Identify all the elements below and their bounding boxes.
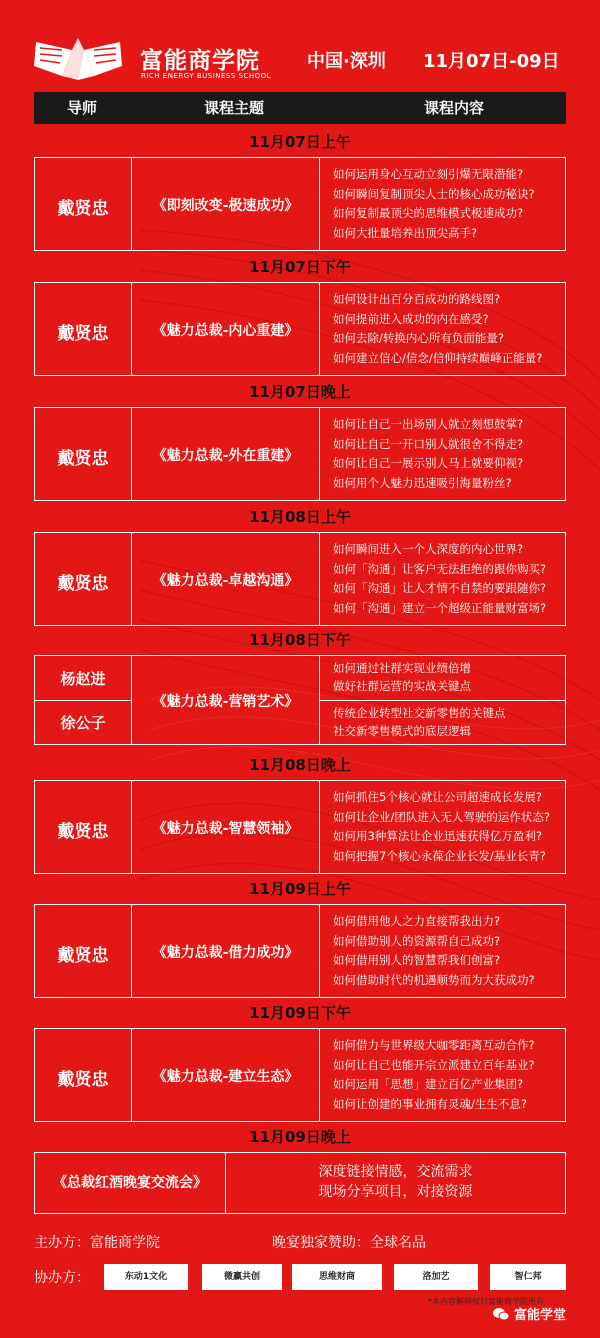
copyright-note: *本内容解释权归富能商学院所有 <box>428 1297 544 1306</box>
content-item: 如何让企业/团队进入无人驾驶的运作状态? <box>333 809 550 824</box>
wechat-account-name: 富能学堂 <box>514 1308 567 1323</box>
content-item: 如何瞬间复制顶尖人士的核心成功秘诀? <box>333 186 535 201</box>
session-title: 11月07日下午 <box>249 258 351 276</box>
session-block <box>34 750 566 874</box>
host-organizer: 主办方：富能商学院 <box>34 1235 160 1251</box>
content-item: 如何让创建的事业拥有灵魂/生生不息? <box>333 1096 527 1111</box>
banquet-sponsor: 晚宴独家赞助：全球名品 <box>272 1235 426 1251</box>
content-item: 如何让自己也能开宗立派建立百年基业? <box>333 1057 535 1072</box>
co-organizer-logo: 思维财商 <box>292 1264 382 1290</box>
session-block <box>34 1122 566 1214</box>
event-dates: 11月07日-09日 <box>423 51 560 72</box>
course-content-list <box>226 1162 565 1202</box>
content-item: 传统企业转型社交新零售的关键点 <box>333 706 506 720</box>
content-item: 如何借用他人之力直接帮我出力? <box>333 914 501 928</box>
session-title: 11月09日晚上 <box>249 1128 351 1146</box>
course-content-list <box>333 415 523 493</box>
column-header-course: 课程主题 <box>203 99 264 117</box>
teacher-name: 杨赵进 <box>60 670 106 688</box>
session-table <box>34 282 566 376</box>
teacher-name: 徐公子 <box>60 714 106 732</box>
content-item: 如何通过社群实现业绩倍增 <box>333 661 471 675</box>
content-item: 如何建立信心/信念/信仰持续巅峰正能量? <box>333 350 543 365</box>
content-item: 做好社群运营的实战关键点 <box>333 679 471 693</box>
header <box>0 0 600 92</box>
co-organizer-logo: 东动1文化 <box>104 1264 188 1290</box>
content-item: 如何让自己一展示别人马上就要仰视? <box>333 456 524 470</box>
course-content-list <box>333 912 535 990</box>
session-block <box>34 127 566 251</box>
session-block <box>34 874 566 998</box>
content-item: 如何大批量培养出顶尖高手? <box>333 225 478 240</box>
co-organizer-logo: 智仁邦 <box>490 1264 566 1290</box>
session-title: 11月08日晚上 <box>249 756 351 774</box>
co-organizer-logo: 洛加艺 <box>394 1264 478 1290</box>
co-organizer-label: 协办方： <box>34 1270 90 1286</box>
column-header-content: 课程内容 <box>423 99 484 117</box>
course-topic: 《魅力总裁-建立生态》 <box>152 1069 299 1085</box>
course-content-list <box>333 290 542 368</box>
session-table <box>34 157 566 251</box>
content-item: 如何把握7个核心永葆企业长发/基业长青? <box>333 848 546 863</box>
session-title: 11月07日上午 <box>249 133 351 151</box>
course-content-list <box>333 704 506 740</box>
content-item: 如何「沟通」让客户无法拒绝的跟你购买? <box>333 561 547 576</box>
wechat-account <box>492 1304 566 1323</box>
wechat-icon <box>492 1307 510 1321</box>
course-topic: 《魅力总裁-外在重建》 <box>152 448 299 464</box>
course-content-list <box>333 1036 535 1114</box>
content-item: 如何设计出百分百成功的路线图? <box>333 292 501 306</box>
content-item: 如何复制最顶尖的思维模式极速成功? <box>333 206 524 220</box>
course-content-list <box>333 540 546 618</box>
teacher-name: 戴贤忠 <box>57 449 109 469</box>
session-table <box>34 407 566 501</box>
teacher-name: 戴贤忠 <box>57 822 109 842</box>
session-block <box>34 502 566 626</box>
teacher-name: 戴贤忠 <box>57 324 109 344</box>
logo-english-name: RICH ENERGY BUSINESS SCHOOL <box>141 72 272 80</box>
content-item: 如何抓住5个核心就让公司超速成长发展? <box>333 790 542 804</box>
session-title: 11月09日上午 <box>249 880 351 898</box>
content-item: 如何用3种算法让企业迅速获得亿万盈利? <box>333 829 542 843</box>
content-item: 如何借力与世界级大咖零距离互动合作? <box>333 1038 535 1052</box>
content-item: 如何借助时代的机遇顺势而为大获成功? <box>333 972 535 987</box>
session-table <box>34 1152 566 1214</box>
session-table <box>34 655 566 745</box>
content-item: 如何运用「思想」建立百亿产业集团? <box>333 1077 524 1091</box>
logo-mark-icon <box>32 36 124 82</box>
session-table <box>34 780 566 874</box>
content-item: 现场分享项目，对接资源 <box>318 1184 473 1200</box>
session-title: 11月07日晚上 <box>249 383 351 401</box>
session-table <box>34 1028 566 1122</box>
session-title: 11月09日下午 <box>249 1004 351 1022</box>
session-table <box>34 904 566 998</box>
session-block <box>34 998 566 1122</box>
column-header-bar <box>34 92 566 124</box>
logo-chinese-name: 富能商学院 <box>140 48 260 74</box>
course-topic: 《魅力总裁-卓越沟通》 <box>152 573 299 589</box>
course-content-list <box>333 659 471 695</box>
course-content-list <box>333 788 550 866</box>
content-item: 社交新零售模式的底层逻辑 <box>333 724 471 738</box>
co-organizer-logo: 微赢共创 <box>202 1264 282 1290</box>
teacher-name: 戴贤忠 <box>57 1070 109 1090</box>
teacher-name: 戴贤忠 <box>57 946 109 966</box>
session-table <box>34 532 566 626</box>
course-topic: 《魅力总裁-借力成功》 <box>152 945 299 961</box>
event-location: 中国·深圳 <box>307 51 386 72</box>
session-block <box>34 625 566 745</box>
course-content-list <box>333 165 535 243</box>
content-item: 如何让自己一开口别人就很舍不得走? <box>333 436 524 451</box>
course-topic: 《魅力总裁-智慧领袖》 <box>152 821 299 837</box>
session-block <box>34 377 566 501</box>
content-item: 如何运用身心互动立刻引爆无限潜能? <box>333 167 524 181</box>
content-item: 如何借用别人的智慧帮我们创富? <box>333 953 501 967</box>
course-topic: 《总裁红酒晚宴交流会》 <box>53 1175 207 1191</box>
content-item: 如何用个人魅力迅速吸引海量粉丝? <box>333 475 512 490</box>
teacher-name: 戴贤忠 <box>57 574 109 594</box>
content-item: 如何「沟通」让人才情不自禁的要跟随你? <box>333 581 547 595</box>
session-title: 11月08日上午 <box>249 508 351 526</box>
content-item: 如何让自己一出场别人就立刻想鼓掌? <box>333 417 524 431</box>
content-item: 如何借助别人的资源帮自己成功? <box>333 933 501 948</box>
content-item: 如何提前进入成功的内在感受? <box>333 311 489 326</box>
column-header-teacher: 导师 <box>66 99 97 117</box>
course-topic: 《即刻改变-极速成功》 <box>152 198 299 214</box>
session-title: 11月08日下午 <box>249 631 351 649</box>
content-item: 如何瞬间进入一个人深度的内心世界? <box>333 542 524 556</box>
content-item: 深度链接情感，交流需求 <box>318 1164 473 1180</box>
teacher-name: 戴贤忠 <box>57 199 109 219</box>
content-item: 如何去除/转换内心所有负面能量? <box>333 331 504 345</box>
course-topic: 《魅力总裁-营销艺术》 <box>152 694 299 710</box>
course-topic: 《魅力总裁-内心重建》 <box>152 323 299 339</box>
session-block <box>34 252 566 376</box>
content-item: 如何「沟通」建立一个超级正能量财富场? <box>333 600 547 615</box>
